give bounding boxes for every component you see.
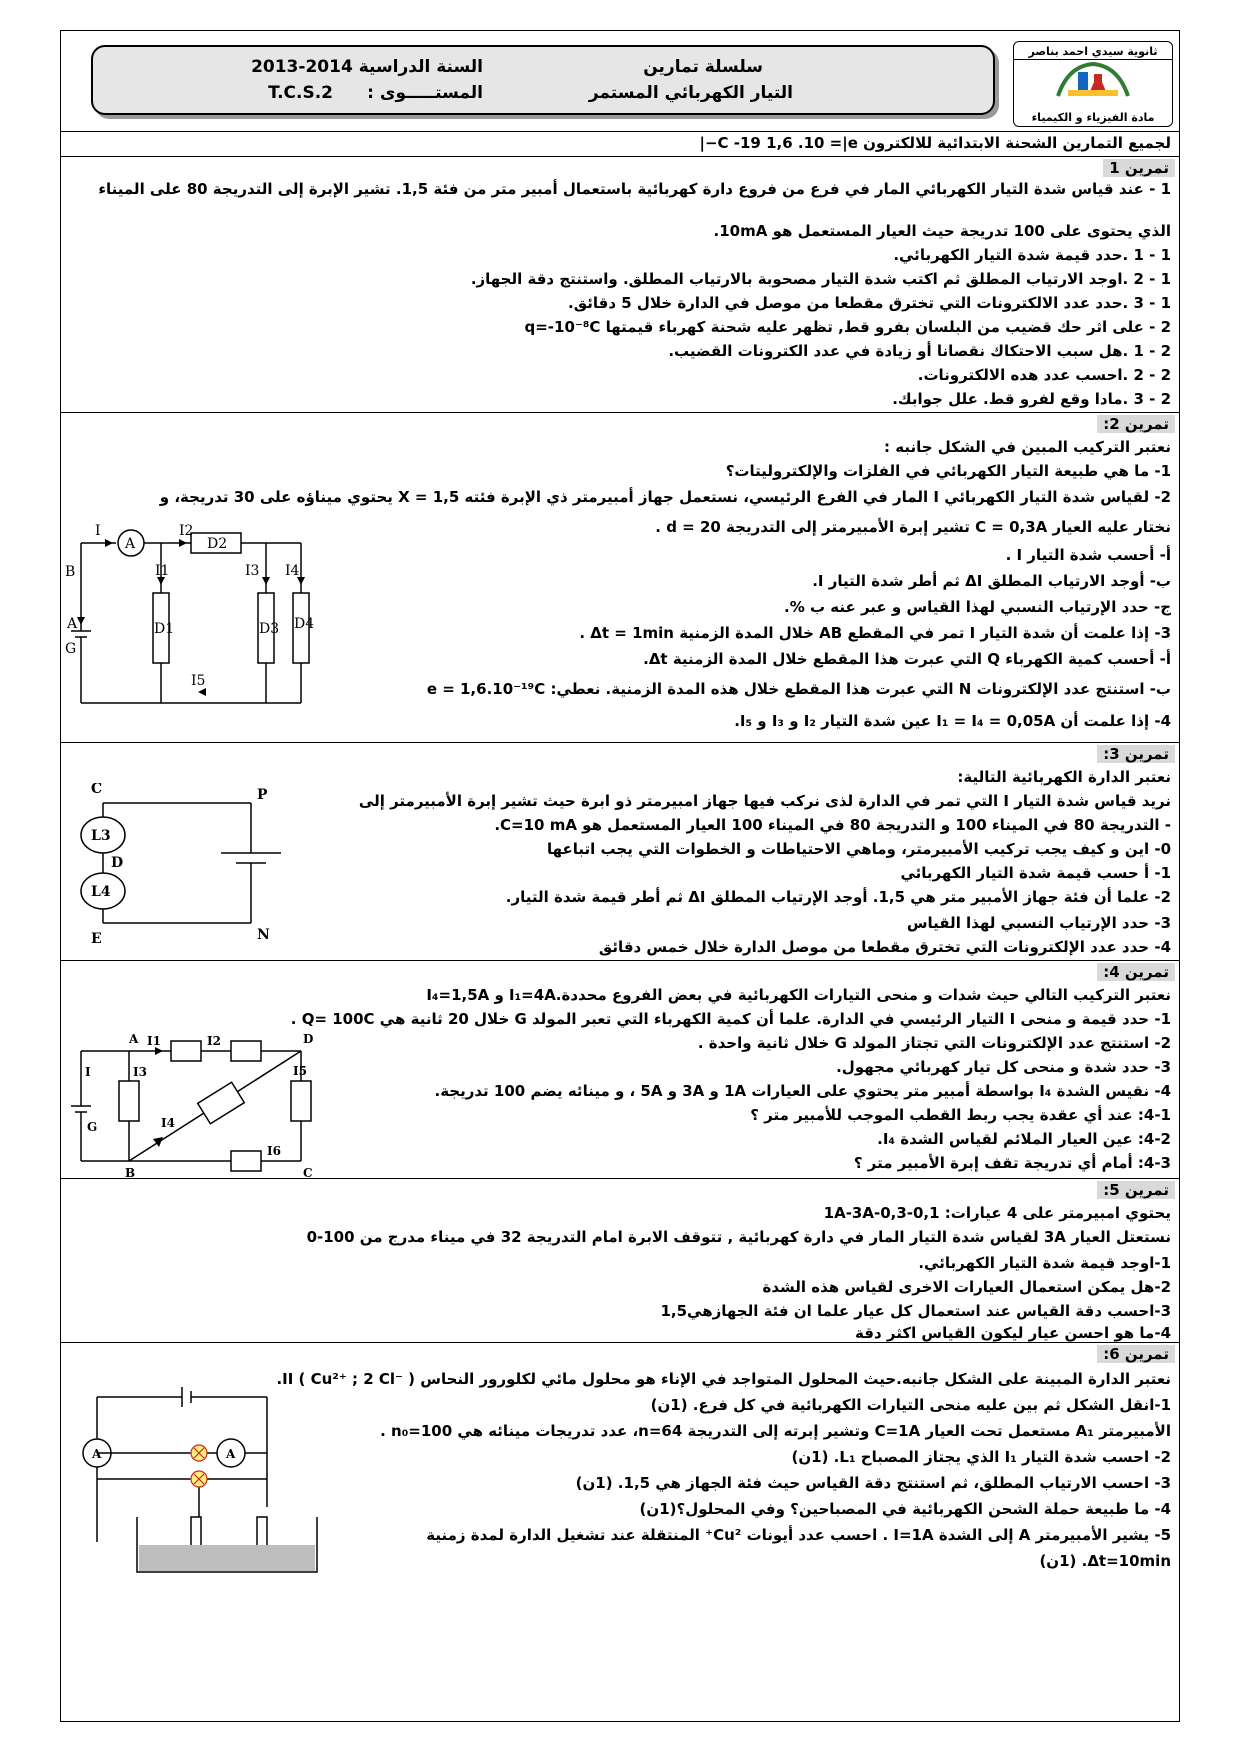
exercise-2-title: تمرين 2: bbox=[1097, 415, 1175, 433]
ex5-line: يحتوي امبيرمتر على 4 عيارات: 1A-3A-0,3-0,1 bbox=[823, 1204, 1171, 1222]
label-C: C bbox=[303, 1166, 313, 1179]
label-I2: I2 bbox=[179, 523, 194, 539]
label-N: N bbox=[257, 927, 270, 943]
ex4-line: 3- حدد شدة و منحى كل تيار كهربائي مجهول. bbox=[836, 1058, 1171, 1076]
ex3-line: 0- اين و كيف يجب تركيب الأمبيرمتر، وماهي الاحتياطات و الخطوات التي يجب اتباعها bbox=[547, 840, 1171, 858]
ex4-line: نعتبر التركيب التالي حيث شدات و منحى التيارات الكهربائية في بعض الفروع محددة.I₁=4A و I₄=1,5A bbox=[426, 986, 1171, 1004]
label-C: C bbox=[91, 783, 103, 797]
series-title: سلسلة تمارين bbox=[643, 57, 763, 77]
ex2-line: ب- أوجد الارتياب المطلق ΔI ثم أطر شدة التيار I. bbox=[812, 572, 1171, 590]
label-I1: I1 bbox=[155, 563, 170, 579]
ex3-line: نعتبر الدارة الكهربائية التالية: bbox=[957, 768, 1171, 786]
header bbox=[61, 31, 1179, 132]
exercise-4-title: تمرين 4: bbox=[1097, 963, 1175, 981]
ex1-line: 1 - 2 .اوجد الارتياب المطلق ثم اكتب شدة التيار مصحوبة بالارتياب المطلق. واستنتج دقة الجهاز. bbox=[470, 270, 1171, 288]
electron-charge-note: لجميع التمارين الشحنة الابتدائية للالكترون C ‎-19‎ 1,6 .10 =|e−| bbox=[61, 131, 1179, 157]
logo-school-name: ثانوية سيدي احمد بناصر bbox=[1014, 45, 1172, 60]
title-box bbox=[91, 45, 995, 115]
school-logo bbox=[1013, 41, 1173, 127]
logo-subject: مادة الفيزياء و الكيمياء bbox=[1031, 111, 1155, 124]
level-label: المستـــــوى : bbox=[367, 83, 483, 103]
ammeter-A1-label: A bbox=[92, 1447, 102, 1461]
exercise-1-title: تمرين 1 bbox=[1103, 159, 1175, 177]
ex6-circuit-diagram bbox=[67, 1367, 347, 1577]
ex4-line: 4-2: عين العيار الملائم لقياس الشدة I₄. bbox=[877, 1130, 1171, 1148]
label-I3: I3 bbox=[245, 563, 260, 579]
ex5-line: 1-اوجد قيمة شدة التيار الكهربائي. bbox=[918, 1254, 1171, 1272]
ex4-circuit-diagram bbox=[71, 1031, 331, 1179]
label-B: B bbox=[65, 564, 76, 580]
ex4-line: 4-1: عند أي عقدة يجب ربط القطب الموجب للأمبير متر ؟ bbox=[750, 1106, 1171, 1124]
topic-title: التيار الكهربائي المستمر bbox=[588, 83, 793, 103]
ex6-line: 2- احسب شدة التيار I₁ الذي يجتاز المصباح L₁. (1ن) bbox=[791, 1448, 1171, 1466]
ex2-line: 2- لقياس شدة التيار الكهربائي I المار في الفرع الرئيسي، نستعمل جهاز أمبيرمتر ذي الإبرة فئته X = 1,5 يحتوي ميناؤه على 30 تدريجة، و bbox=[159, 488, 1171, 506]
label-I1: I1 bbox=[147, 1034, 161, 1048]
ex5-line: 4-ما هو احسن عيار ليكون القياس اكثر دقة bbox=[855, 1324, 1171, 1342]
exercise-6 bbox=[61, 1343, 1179, 1723]
label-G: G bbox=[65, 641, 77, 657]
ex6-line: Δt=10min. (1ن) bbox=[1039, 1552, 1171, 1570]
ex2-circuit-diagram bbox=[61, 513, 361, 723]
label-D2: D2 bbox=[207, 536, 228, 552]
ex2-line: نختار عليه العيار C = 0,3A تشير إبرة الأمبيرمتر إلى التدريجة d = 20 . bbox=[655, 518, 1171, 536]
label-E: E bbox=[91, 931, 102, 947]
ex1-line: 1 - 1 .حدد قيمة شدة التيار الكهربائي. bbox=[893, 246, 1171, 264]
ex2-line: ج- حدد الإرتياب النسبي لهذا القياس و عبر عنه ب %. bbox=[784, 598, 1171, 616]
ex6-line: نعتبر الدارة المبينة على الشكل جانبه.حيث المحلول المتواجد في الإناء هو محلول مائي لكلورور النحاس II ( Cu²⁺ ; 2 Cl⁻ ). bbox=[276, 1370, 1171, 1388]
ex2-line: نعتبر التركيب المبين في الشكل جانبه : bbox=[884, 438, 1171, 456]
exercise-3-title: تمرين 3: bbox=[1097, 745, 1175, 763]
exercise-1 bbox=[61, 157, 1179, 413]
label-P: P bbox=[257, 787, 268, 803]
label-D4: D4 bbox=[294, 616, 315, 632]
level-value: T.C.S.2 bbox=[268, 83, 333, 103]
ex2-line: 3- إذا علمت أن شدة التيار I تمر في المقطع AB خلال المدة الزمنية Δt = 1min . bbox=[579, 624, 1171, 642]
ex4-line: 4- نقيس الشدة I₄ بواسطة أمبير متر يحتوي على العيارات 1A و 3A و 5A ، و مينائه يضم 100 تدريجة. bbox=[434, 1082, 1171, 1100]
label-I6: I6 bbox=[267, 1144, 281, 1158]
exercise-4 bbox=[61, 961, 1179, 1179]
ex6-line: الأمبيرمتر A₁ مستعمل تحت العيار C=1A وتشير إبرته إلى التدريجة n=64، عدد تدريجات مينائه هي n₀=100 . bbox=[380, 1422, 1171, 1440]
ex1-line: 1 - عند قياس شدة التيار الكهربائي المار في فرع من فروع دارة كهربائية باستعمال أمبير متر من فئة 1,5. تشير الإبرة إلى التدريجة 80 على الميناء bbox=[98, 180, 1171, 198]
ex4-line: 4-3: أمام أي تدريجة تقف إبرة الأمبير متر ؟ bbox=[853, 1154, 1171, 1172]
exercise-6-title: تمرين 6: bbox=[1097, 1345, 1175, 1363]
ex5-line: نستعتل العيار 3A لقياس شدة التيار المار في دارة كهربائية , تتوقف الابرة امام التدريجة 32 في ميناء مدرج من 100-0 bbox=[306, 1228, 1171, 1246]
label-D: D bbox=[303, 1032, 314, 1046]
ex3-line: - التدريجة 80 في الميناء 100 و التدريجة 80 في الميناء 100 العيار المستعمل هو C=10 mA. bbox=[494, 816, 1171, 834]
ex5-line: 3-احسب دقة القياس عند استعمال كل عيار علما ان فئة الجهازهي1,5 bbox=[660, 1302, 1171, 1320]
exercise-5-title: تمرين 5: bbox=[1097, 1181, 1175, 1199]
label-I3: I3 bbox=[133, 1065, 147, 1079]
ex1-line: 2 - 3 .مادا وقع لفرو قط. علل جوابك. bbox=[892, 390, 1171, 408]
exercise-2 bbox=[61, 413, 1179, 743]
ex2-line: 1- ما هي طبيعة التيار الكهربائي في الفلزات والإلكتروليتات؟ bbox=[725, 462, 1171, 480]
ex1-line: الذي يحتوى على 100 تدريجة حيث العيار المستعمل هو 10mA. bbox=[713, 222, 1171, 240]
worksheet-page bbox=[60, 30, 1180, 1722]
ex1-line: 2 - 2 .احسب عدد هده الالكترونات. bbox=[917, 366, 1171, 384]
ex3-line: 3- حدد الإرتياب النسبي لهذا القياس bbox=[906, 914, 1171, 932]
exercise-3 bbox=[61, 743, 1179, 961]
label-D1: D1 bbox=[154, 621, 175, 637]
label-I: I bbox=[85, 1065, 91, 1079]
ex6-line: 4- ما طبيعة حملة الشحن الكهربائية في المصباحين؟ وفي المحلول؟(1ن) bbox=[639, 1500, 1171, 1518]
ex1-line: 2 - على اثر حك قضيب من البلسان بفرو قط, تظهر عليه شحنة كهرباء قيمتها q=-10⁻⁸C bbox=[524, 318, 1171, 336]
ex2-line: أ- أحسب كمية الكهرباء Q التي عبرت هذا المقطع خلال المدة الزمنية Δt. bbox=[643, 650, 1171, 668]
label-I2: I2 bbox=[207, 1034, 221, 1048]
ammeter-A-label: A bbox=[226, 1447, 236, 1461]
label-I4: I4 bbox=[161, 1116, 175, 1130]
ex2-line: أ- أحسب شدة التيار I . bbox=[1005, 546, 1171, 564]
ex6-line: 3- احسب الارتياب المطلق، ثم استنتج دقة القياس حيث فئة الجهاز هي 1,5. (1ن) bbox=[575, 1474, 1171, 1492]
ex5-line: 2-هل يمكن استعمال العيارات الاخرى لقياس هذه الشدة bbox=[762, 1278, 1171, 1296]
ex3-line: نريد قياس شدة التيار I التي تمر في الدارة لذى نركب فيها جهاز امبيرمتر ذو ابرة حيث تشير إبرة الأمبيرمتر إلى bbox=[358, 792, 1171, 810]
label-I4: I4 bbox=[285, 563, 300, 579]
label-I5: I5 bbox=[293, 1064, 307, 1078]
ex3-line: 1- أ حسب قيمة شدة التيار الكهربائي bbox=[900, 864, 1171, 882]
ex4-line: 2- استنتج عدد الإلكترونات التي تجتاز المولد G خلال ثانية واحدة . bbox=[697, 1034, 1171, 1052]
label-G: G bbox=[87, 1120, 98, 1134]
flask-emblem-icon bbox=[1048, 60, 1138, 104]
label-A-node: A bbox=[67, 616, 78, 632]
ex2-line: ب- استنتج عدد الإلكترونات N التي عبرت هذا المقطع خلال هذه المدة الزمنية. نعطي: e = 1,6.10⁻¹⁹C bbox=[426, 680, 1171, 698]
ex4-line: 1- حدد قيمة و منحى I التيار الرئيسي في الدارة. علما أن كمية الكهرباء التي تعبر المولد G خلال 20 ثانية هي Q= 100C . bbox=[290, 1010, 1171, 1028]
label-D3: D3 bbox=[259, 621, 280, 637]
lamp-L3-label: L3 bbox=[91, 828, 111, 844]
label-B: B bbox=[125, 1166, 136, 1179]
ammeter-label: A bbox=[125, 536, 136, 552]
label-A: A bbox=[129, 1032, 139, 1046]
ex3-circuit-diagram bbox=[71, 783, 331, 953]
ex6-line: 1-انقل الشكل ثم بين عليه منحى التيارات الكهربائية في كل فرع. (1ن) bbox=[650, 1396, 1171, 1414]
ex2-line: 4- إذا علمت أن I₁ = I₄ = 0,05A عين شدة التيار I₂ و I₃ و I₅. bbox=[734, 712, 1171, 730]
school-year: السنة الدراسية 2014-2013 bbox=[251, 57, 483, 77]
label-I5: I5 bbox=[191, 673, 206, 689]
label-D: D bbox=[111, 855, 124, 871]
lamp-L4-label: L4 bbox=[91, 884, 111, 900]
ex1-line: 1 - 3 .حدد عدد الالكترونات التي تخترق مقطعا من موصل في الدارة خلال 5 دقائق. bbox=[568, 294, 1171, 312]
ex1-line: 2 - 1 .هل سبب الاحتكاك نقصانا أو زيادة في عدد الكترونات القضيب. bbox=[668, 342, 1171, 360]
ex3-line: 4- حدد عدد الإلكترونات التي تخترق مقطعا من موصل الدارة خلال خمس دقائق bbox=[598, 938, 1171, 956]
label-I: I bbox=[95, 523, 101, 539]
ex6-line: 5- يشير الأمبيرمتر A إلى الشدة I=1A . احسب عدد أيونات Cu²⁺ المنتقلة عند تشغيل الدارة لمدة زمنية bbox=[426, 1526, 1171, 1544]
exercise-5 bbox=[61, 1179, 1179, 1343]
ex3-line: 2- علما أن فئة جهاز الأمبير متر هي 1,5. أوجد الإرتياب المطلق ΔI ثم أطر قيمة شدة التيار. bbox=[505, 888, 1171, 906]
